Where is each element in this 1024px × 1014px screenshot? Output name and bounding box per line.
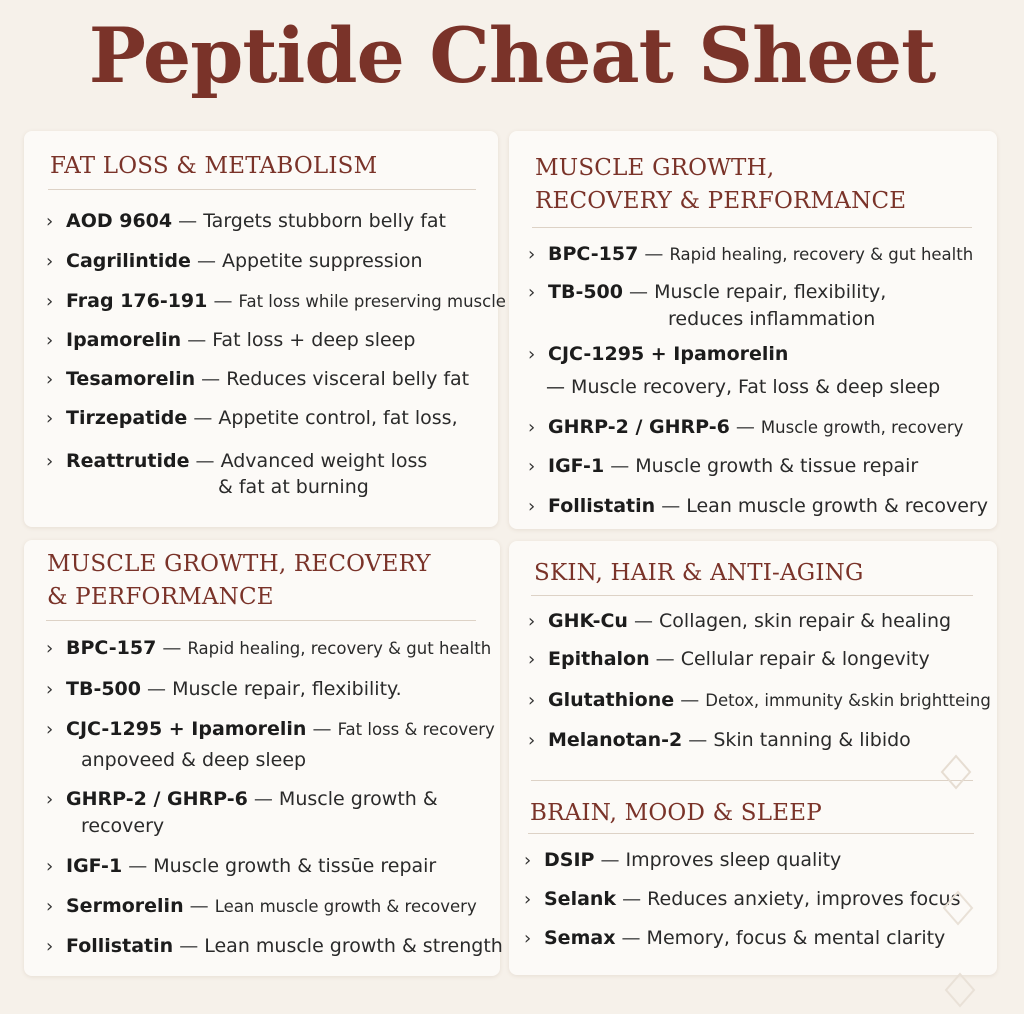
chevron-right-icon: › xyxy=(528,730,536,751)
list-item: › GHK-Cu — Collagen, skin repair & healing xyxy=(528,608,951,635)
list-item: › IGF-1 — Muscle growth & tissūe repair xyxy=(46,853,436,880)
list-item: › Ipamorelin — Fat loss + deep sleep xyxy=(46,327,415,354)
chevron-right-icon: › xyxy=(524,850,532,871)
skin-heading: SKIN, HAIR & ANTI-AGING xyxy=(534,560,864,586)
muscle-right-divider xyxy=(532,227,972,228)
list-item: › IGF-1 — Muscle growth & tissue repair xyxy=(528,453,918,480)
list-item: › Selank — Reduces anxiety, improves focus xyxy=(524,886,961,913)
list-item-continuation: — Muscle recovery, Fat loss & deep sleep xyxy=(546,376,941,398)
chevron-right-icon: › xyxy=(528,417,536,438)
chevron-right-icon: › xyxy=(46,719,54,740)
chevron-right-icon: › xyxy=(46,330,54,351)
chevron-right-icon: › xyxy=(46,789,54,810)
chevron-right-icon: › xyxy=(46,638,54,659)
chevron-right-icon: › xyxy=(528,649,536,670)
muscle-right-heading-line2: RECOVERY & PERFORMANCE xyxy=(535,188,907,214)
ornament-icon xyxy=(936,752,976,792)
list-item: › BPC-157 — Rapid healing, recovery & gut health xyxy=(46,635,491,662)
fat-loss-divider xyxy=(48,189,476,190)
chevron-right-icon: › xyxy=(46,369,54,390)
list-item: › Cagrilintide — Appetite suppression xyxy=(46,248,423,275)
fat-loss-heading: FAT LOSS & METABOLISM xyxy=(50,153,378,179)
list-item: › Glutathione — Detox, immunity &skin brightteing xyxy=(528,687,991,714)
chevron-right-icon: › xyxy=(528,690,536,711)
chevron-right-icon: › xyxy=(46,856,54,877)
list-item: › GHRP-2 / GHRP-6 — Muscle growth, recovery xyxy=(528,414,963,441)
list-item: › AOD 9604 — Targets stubborn belly fat xyxy=(46,208,446,235)
list-item-continuation: anpoveed & deep sleep xyxy=(81,749,307,771)
chevron-right-icon: › xyxy=(46,408,54,429)
chevron-right-icon: › xyxy=(524,889,532,910)
muscle-left-heading-line1: MUSCLE GROWTH, RECOVERY xyxy=(47,551,431,577)
list-item-continuation: & fat at burning xyxy=(218,476,369,498)
list-item: › BPC-157 — Rapid healing, recovery & gut health xyxy=(528,241,973,268)
list-item: › CJC-1295 + Ipamorelin xyxy=(528,341,788,368)
list-item: › TB-500 — Muscle repair, flexibility, xyxy=(528,279,886,306)
brain-heading: BRAIN, MOOD & SLEEP xyxy=(530,800,822,826)
list-item: › Sermorelin — Lean muscle growth & recovery xyxy=(46,893,477,920)
list-item: › Frag 176-191 — Fat loss while preserving muscle xyxy=(46,288,506,315)
list-item-continuation: recovery xyxy=(81,815,165,837)
list-item: › Semax — Memory, focus & mental clarity xyxy=(524,925,945,952)
chevron-right-icon: › xyxy=(46,896,54,917)
ornament-icon xyxy=(938,888,978,928)
chevron-right-icon: › xyxy=(46,936,54,957)
muscle-left-heading-line2: & PERFORMANCE xyxy=(47,584,274,610)
list-item: › TB-500 — Muscle repair, flexibility. xyxy=(46,676,402,703)
chevron-right-icon: › xyxy=(528,456,536,477)
muscle-left-divider xyxy=(46,620,476,621)
chevron-right-icon: › xyxy=(524,928,532,949)
chevron-right-icon: › xyxy=(46,679,54,700)
list-item: › Tirzepatide — Appetite control, fat loss, xyxy=(46,405,458,432)
chevron-right-icon: › xyxy=(46,211,54,232)
chevron-right-icon: › xyxy=(528,611,536,632)
muscle-right-heading-line1: MUSCLE GROWTH, xyxy=(535,155,775,181)
list-item: › Reattrutide — Advanced weight loss xyxy=(46,448,427,475)
list-item: › GHRP-2 / GHRP-6 — Muscle growth & xyxy=(46,786,438,813)
list-item: › Melanotan-2 — Skin tanning & libido xyxy=(528,727,911,754)
chevron-right-icon: › xyxy=(528,282,536,303)
skin-divider xyxy=(531,595,973,596)
page-title: Peptide Cheat Sheet xyxy=(88,11,936,100)
list-item: › Follistatin — Lean muscle growth & recovery xyxy=(528,493,988,520)
brain-divider xyxy=(528,833,974,834)
ornament-icon xyxy=(940,970,980,1010)
list-item-continuation: reduces inflammation xyxy=(668,308,876,330)
list-item: › Tesamorelin — Reduces visceral belly fat xyxy=(46,366,469,393)
chevron-right-icon: › xyxy=(528,344,536,365)
chevron-right-icon: › xyxy=(528,244,536,265)
chevron-right-icon: › xyxy=(46,451,54,472)
list-item: › Follistatin — Lean muscle growth & strength xyxy=(46,933,503,960)
brain-top-divider xyxy=(531,780,973,781)
list-item: › DSIP — Improves sleep quality xyxy=(524,847,841,874)
chevron-right-icon: › xyxy=(528,496,536,517)
list-item: › CJC-1295 + Ipamorelin — Fat loss & recovery xyxy=(46,716,495,743)
chevron-right-icon: › xyxy=(46,251,54,272)
chevron-right-icon: › xyxy=(46,291,54,312)
list-item: › Epithalon — Cellular repair & longevity xyxy=(528,646,930,673)
